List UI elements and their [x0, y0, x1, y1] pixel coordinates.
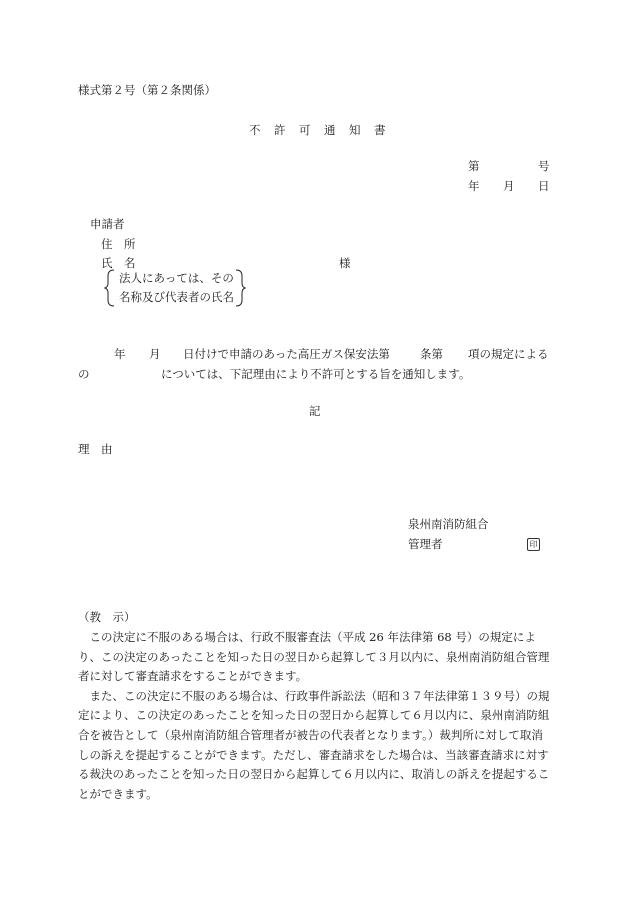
instruction-paragraph-1: この決定に不服のある場合は、行政不服審査法（平成 26 年法律第 68 号）の規定により、この決定のあったことを知った日の翌日から起算して３月以内に、泉州南消防組合管理者に対して審査請求をすることができます。 — [78, 630, 550, 684]
reason-label: 理 由 — [78, 442, 113, 456]
body-text1: 日付けで申請のあった高圧ガス保安法第 — [183, 347, 390, 361]
document-title: 不 許 可 通 知 書 — [249, 123, 387, 137]
corporate-note-line2: 名称及び代表者の氏名 — [119, 290, 234, 304]
form-number: 様式第２号（第２条関係） — [78, 83, 216, 97]
issuer-org: 泉州南消防組合 — [408, 517, 489, 531]
body-article: 条第 — [420, 347, 443, 361]
number-prefix: 第 — [468, 159, 480, 173]
applicant-label: 申請者 — [90, 217, 125, 231]
body-year: 年 — [114, 347, 126, 361]
date-year: 年 — [468, 179, 480, 193]
date-month: 月 — [503, 179, 515, 193]
date-day: 日 — [538, 179, 550, 193]
address-label: 住 所 — [101, 237, 136, 251]
honorific: 様 — [339, 256, 351, 270]
instruction-paragraph-2: また、この決定に不服のある場合は、行政事件訴訟法（昭和３７年法律第１３９号）の規定により、この決定のあったことを知った日の翌日から起算して６月以内に、泉州南消防組合を被告として（泉州南消防組合管理者が被告の代表者となります。）裁判所に対して取消しの訴えを提起することができます。ただし、審査請求をした場合は、当該審査請求に対する裁決のあったことを知った日の翌日から起算して６月以内に、取消しの訴えを提起することができます。 — [78, 688, 550, 801]
body-month: 月 — [149, 347, 161, 361]
number-suffix: 号 — [538, 159, 550, 173]
body-text2: 項の規定による — [468, 347, 549, 361]
instruction-heading: （教 示） — [78, 610, 136, 624]
ki-heading: 記 — [309, 404, 321, 418]
seal-mark: 印 — [527, 538, 540, 551]
issuer-role: 管理者 — [408, 537, 443, 551]
corporate-note-line1: 法人にあっては、その — [119, 271, 234, 285]
body-line2-text: については、下記理由により不許可とする旨を通知します。 — [161, 367, 471, 381]
body-line2-start: の — [78, 367, 90, 381]
name-label: 氏 名 — [101, 256, 136, 270]
instruction-body — [78, 628, 554, 804]
